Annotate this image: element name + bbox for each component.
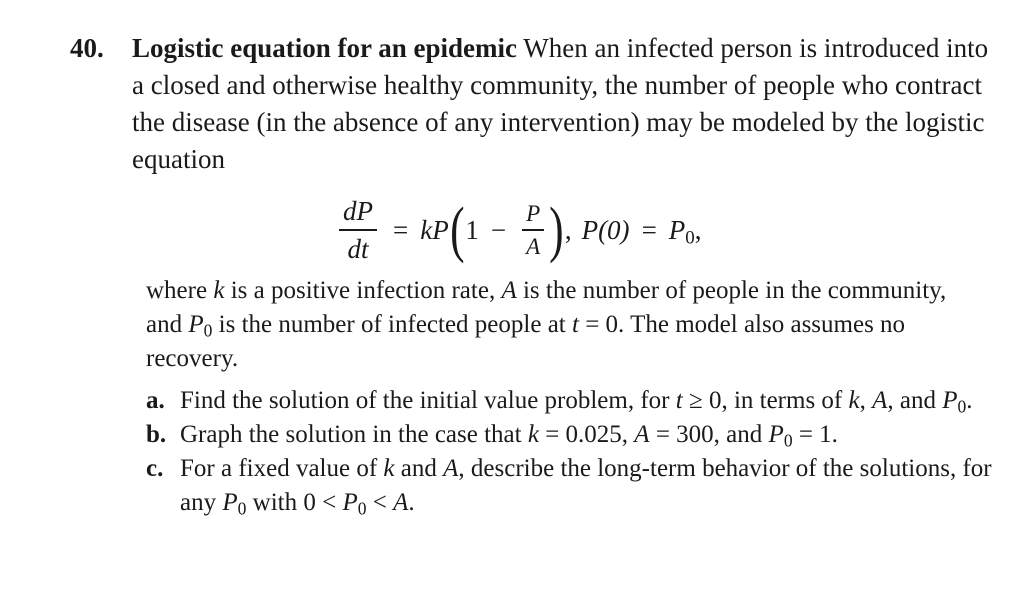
fraction-bar — [522, 229, 544, 231]
problem-intro-text: When an infected person is introduced into a closed and otherwise healthy community, the number of people who contract the disease (in the absence of any intervention) may be modeled by the logistic equation — [132, 33, 989, 174]
equals-sign: = — [393, 214, 409, 245]
one: 1 — [465, 214, 479, 245]
derivative-denominator: dt — [347, 233, 369, 264]
exercise-40 — [70, 30, 1000, 178]
ratio-denominator: A — [526, 233, 541, 259]
ratio-numerator: P — [526, 201, 541, 227]
part-a: a. Find the solution of the initial value problem, for t ≥ 0, in terms of k, A, and $P_0$. — [146, 384, 1006, 418]
fraction-bar — [339, 229, 377, 231]
ratio-fraction — [522, 201, 544, 259]
initial-condition-rhs: $P_0$ — [668, 214, 695, 249]
part-label: b. — [146, 421, 167, 448]
part-label: a. — [146, 387, 165, 414]
right-paren: ) — [549, 196, 564, 264]
derivative-numerator: dP — [343, 196, 373, 227]
left-paren: ( — [449, 196, 465, 264]
problem-title: Logistic equation for an epidemic — [132, 33, 518, 63]
part-c: c. For a fixed value of k and A, describe the long-term behavior of the solutions, for any $P_0$ with $0 < P_0 < A$. — [146, 452, 1006, 520]
part-b: b. Graph the solution in the case that k = 0.025, A = 300, and $P_0 = 1$. — [146, 418, 1006, 452]
logistic-equation — [335, 190, 702, 270]
problem-parts — [146, 384, 1006, 520]
minus-sign: − — [490, 214, 507, 245]
part-label: c. — [146, 455, 164, 482]
problem-intro — [70, 30, 1000, 178]
equals-sign-2: = — [641, 214, 657, 245]
comma: , — [564, 214, 572, 245]
problem-number: 40. — [70, 33, 104, 63]
model-explanation: where k is a positive infection rate, A is the number of people in the community, and $P_0$ is the number of infected people at t = 0. The model also assumes no recovery. — [146, 277, 947, 372]
initial-condition-lhs: P(0) — [581, 214, 630, 245]
kp-term: kP — [420, 214, 449, 245]
derivative-fraction — [339, 196, 377, 264]
trailing-comma: , — [694, 214, 702, 245]
